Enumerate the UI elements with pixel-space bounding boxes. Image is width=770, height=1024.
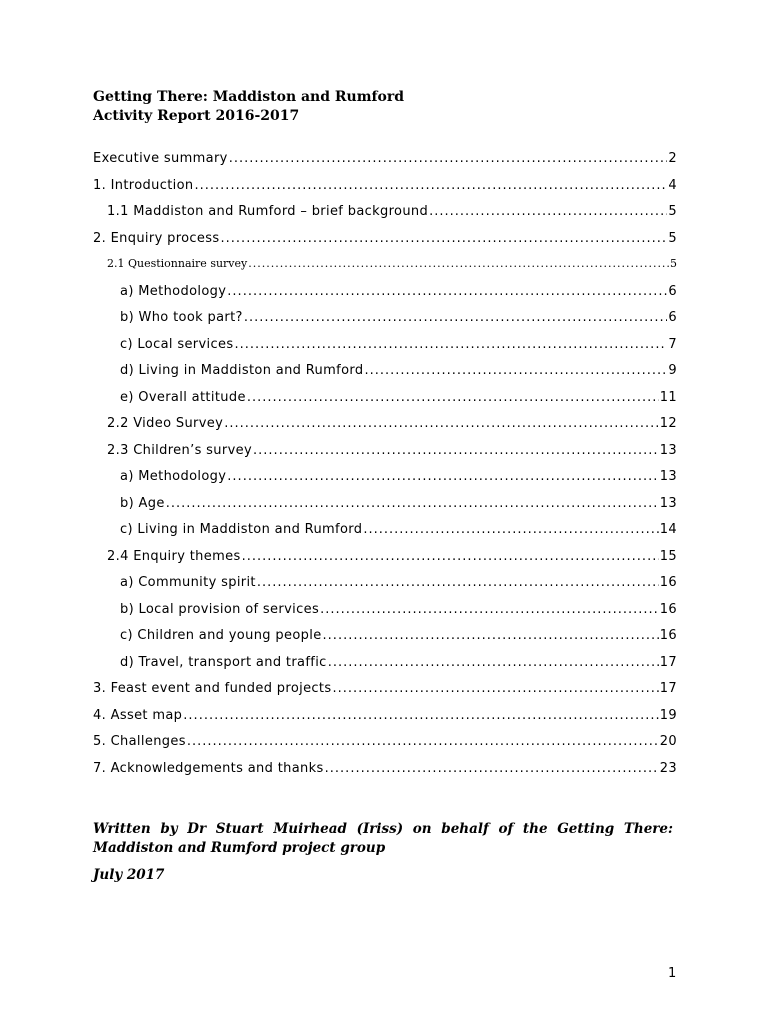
toc-entry[interactable] — [120, 337, 677, 357]
toc-dot-leader — [229, 151, 668, 166]
toc-entry-label: d) Travel, transport and traffic — [120, 654, 327, 670]
toc-entry[interactable] — [107, 257, 677, 277]
toc-entry[interactable] — [120, 602, 677, 622]
toc-entry-page-number: 23 — [659, 760, 677, 776]
toc-entry-label: b) Age — [120, 495, 165, 511]
toc-entry-page-number: 4 — [668, 177, 677, 193]
toc-entry-label: b) Who took part? — [120, 310, 243, 325]
toc-dot-leader — [183, 708, 658, 723]
toc-entry-page-number: 16 — [659, 601, 677, 617]
toc-entry-label: 1. Introduction — [93, 177, 194, 193]
toc-entry-label: c) Living in Maddiston and Rumford — [120, 522, 363, 537]
toc-entry-page-number: 6 — [668, 310, 677, 325]
toc-entry-label: 3. Feast event and funded projects — [93, 681, 332, 696]
toc-dot-leader — [234, 337, 667, 352]
toc-entry-page-number: 19 — [659, 707, 677, 723]
toc-entry-page-number: 6 — [668, 283, 677, 299]
toc-dot-leader — [227, 284, 667, 299]
toc-dot-leader — [328, 655, 659, 670]
toc-entry-label: 4. Asset map — [93, 707, 183, 723]
toc-entry[interactable] — [120, 390, 677, 410]
toc-dot-leader — [429, 204, 667, 219]
toc-entry-page-number: 11 — [659, 389, 677, 405]
toc-entry-page-number: 7 — [668, 336, 677, 352]
toc-entry-label: 2. Enquiry process — [93, 230, 220, 246]
toc-entry[interactable] — [120, 310, 677, 330]
toc-entry[interactable] — [93, 231, 677, 251]
toc-entry-page-number: 5 — [670, 257, 677, 270]
toc-entry-page-number: 2 — [668, 151, 677, 166]
toc-dot-leader — [325, 761, 659, 776]
author-byline: Written by Dr Stuart Muirhead (Iriss) on behalf of the Getting There: Maddiston and Rumford project group — [93, 821, 673, 856]
toc-entry-label: b) Local provision of services — [120, 601, 320, 617]
title-line-1: Getting There: Maddiston and Rumford — [93, 89, 405, 105]
toc-entry-page-number: 5 — [668, 204, 677, 219]
toc-entry[interactable] — [93, 151, 677, 171]
toc-dot-leader — [320, 602, 659, 617]
toc-entry-label: a) Methodology — [120, 469, 227, 484]
title-line-2: Activity Report 2016-2017 — [93, 108, 300, 124]
toc-dot-leader — [253, 443, 659, 458]
toc-entry[interactable] — [120, 628, 677, 648]
toc-entry-page-number: 5 — [668, 230, 677, 246]
toc-entry[interactable] — [120, 522, 677, 542]
toc-entry[interactable] — [93, 178, 677, 198]
toc-entry[interactable] — [93, 761, 677, 781]
toc-entry-page-number: 13 — [659, 442, 677, 458]
toc-dot-leader — [248, 257, 669, 270]
toc-entry-label: Executive summary — [93, 151, 228, 166]
page-number: 1 — [668, 966, 677, 981]
toc-entry-label: e) Overall attitude — [120, 389, 246, 405]
toc-entry-label: c) Children and young people — [120, 628, 322, 643]
toc-entry-label: 1.1 Maddiston and Rumford – brief background — [107, 204, 429, 219]
toc-entry-label: 7. Acknowledgements and thanks — [93, 760, 324, 776]
toc-dot-leader — [244, 310, 668, 325]
report-date: July 2017 — [93, 867, 165, 883]
toc-entry[interactable] — [120, 284, 677, 304]
toc-entry-page-number: 17 — [659, 654, 677, 670]
toc-entry[interactable] — [107, 204, 677, 224]
toc-entry-label: c) Local services — [120, 336, 234, 352]
toc-entry-label: 2.3 Children’s survey — [107, 442, 253, 458]
toc-entry-page-number: 12 — [659, 416, 677, 431]
toc-entry-page-number: 16 — [659, 628, 677, 643]
toc-entry[interactable] — [107, 549, 677, 569]
toc-dot-leader — [363, 522, 658, 537]
toc-entry[interactable] — [120, 496, 677, 516]
toc-entry[interactable] — [107, 416, 677, 436]
toc-dot-leader — [247, 390, 659, 405]
toc-entry[interactable] — [120, 575, 677, 595]
toc-dot-leader — [187, 734, 659, 749]
toc-entry-page-number: 16 — [659, 575, 677, 590]
toc-entry-label: 2.2 Video Survey — [107, 416, 224, 431]
toc-dot-leader — [257, 575, 659, 590]
toc-entry-label: 2.4 Enquiry themes — [107, 548, 241, 564]
toc-entry-label: 5. Challenges — [93, 734, 186, 749]
toc-dot-leader — [166, 496, 659, 511]
toc-entry-page-number: 13 — [659, 495, 677, 511]
toc-dot-leader — [242, 549, 659, 564]
toc-dot-leader — [224, 416, 659, 431]
toc-entry-page-number: 20 — [659, 734, 677, 749]
toc-entry[interactable] — [107, 443, 677, 463]
toc-entry[interactable] — [120, 469, 677, 489]
toc-dot-leader — [221, 231, 668, 246]
toc-entry-label: a) Community spirit — [120, 575, 256, 590]
toc-entry[interactable] — [120, 655, 677, 675]
toc-dot-leader — [195, 178, 668, 193]
toc-entry-page-number: 13 — [659, 469, 677, 484]
toc-entry-label: a) Methodology — [120, 283, 227, 299]
toc-entry-label: d) Living in Maddiston and Rumford — [120, 363, 364, 378]
toc-dot-leader — [227, 469, 658, 484]
toc-entry[interactable] — [93, 681, 677, 701]
toc-dot-leader — [364, 363, 667, 378]
document-title — [93, 88, 404, 126]
toc-entry-page-number: 15 — [659, 548, 677, 564]
toc-entry-label: 2.1 Questionnaire survey — [107, 257, 248, 270]
toc-entry-page-number: 14 — [659, 522, 677, 537]
toc-entry[interactable] — [93, 708, 677, 728]
toc-entry-page-number: 17 — [659, 681, 677, 696]
toc-dot-leader — [333, 681, 659, 696]
toc-dot-leader — [323, 628, 659, 643]
toc-entry[interactable] — [120, 363, 677, 383]
toc-entry-page-number: 9 — [668, 363, 677, 378]
toc-entry[interactable] — [93, 734, 677, 754]
